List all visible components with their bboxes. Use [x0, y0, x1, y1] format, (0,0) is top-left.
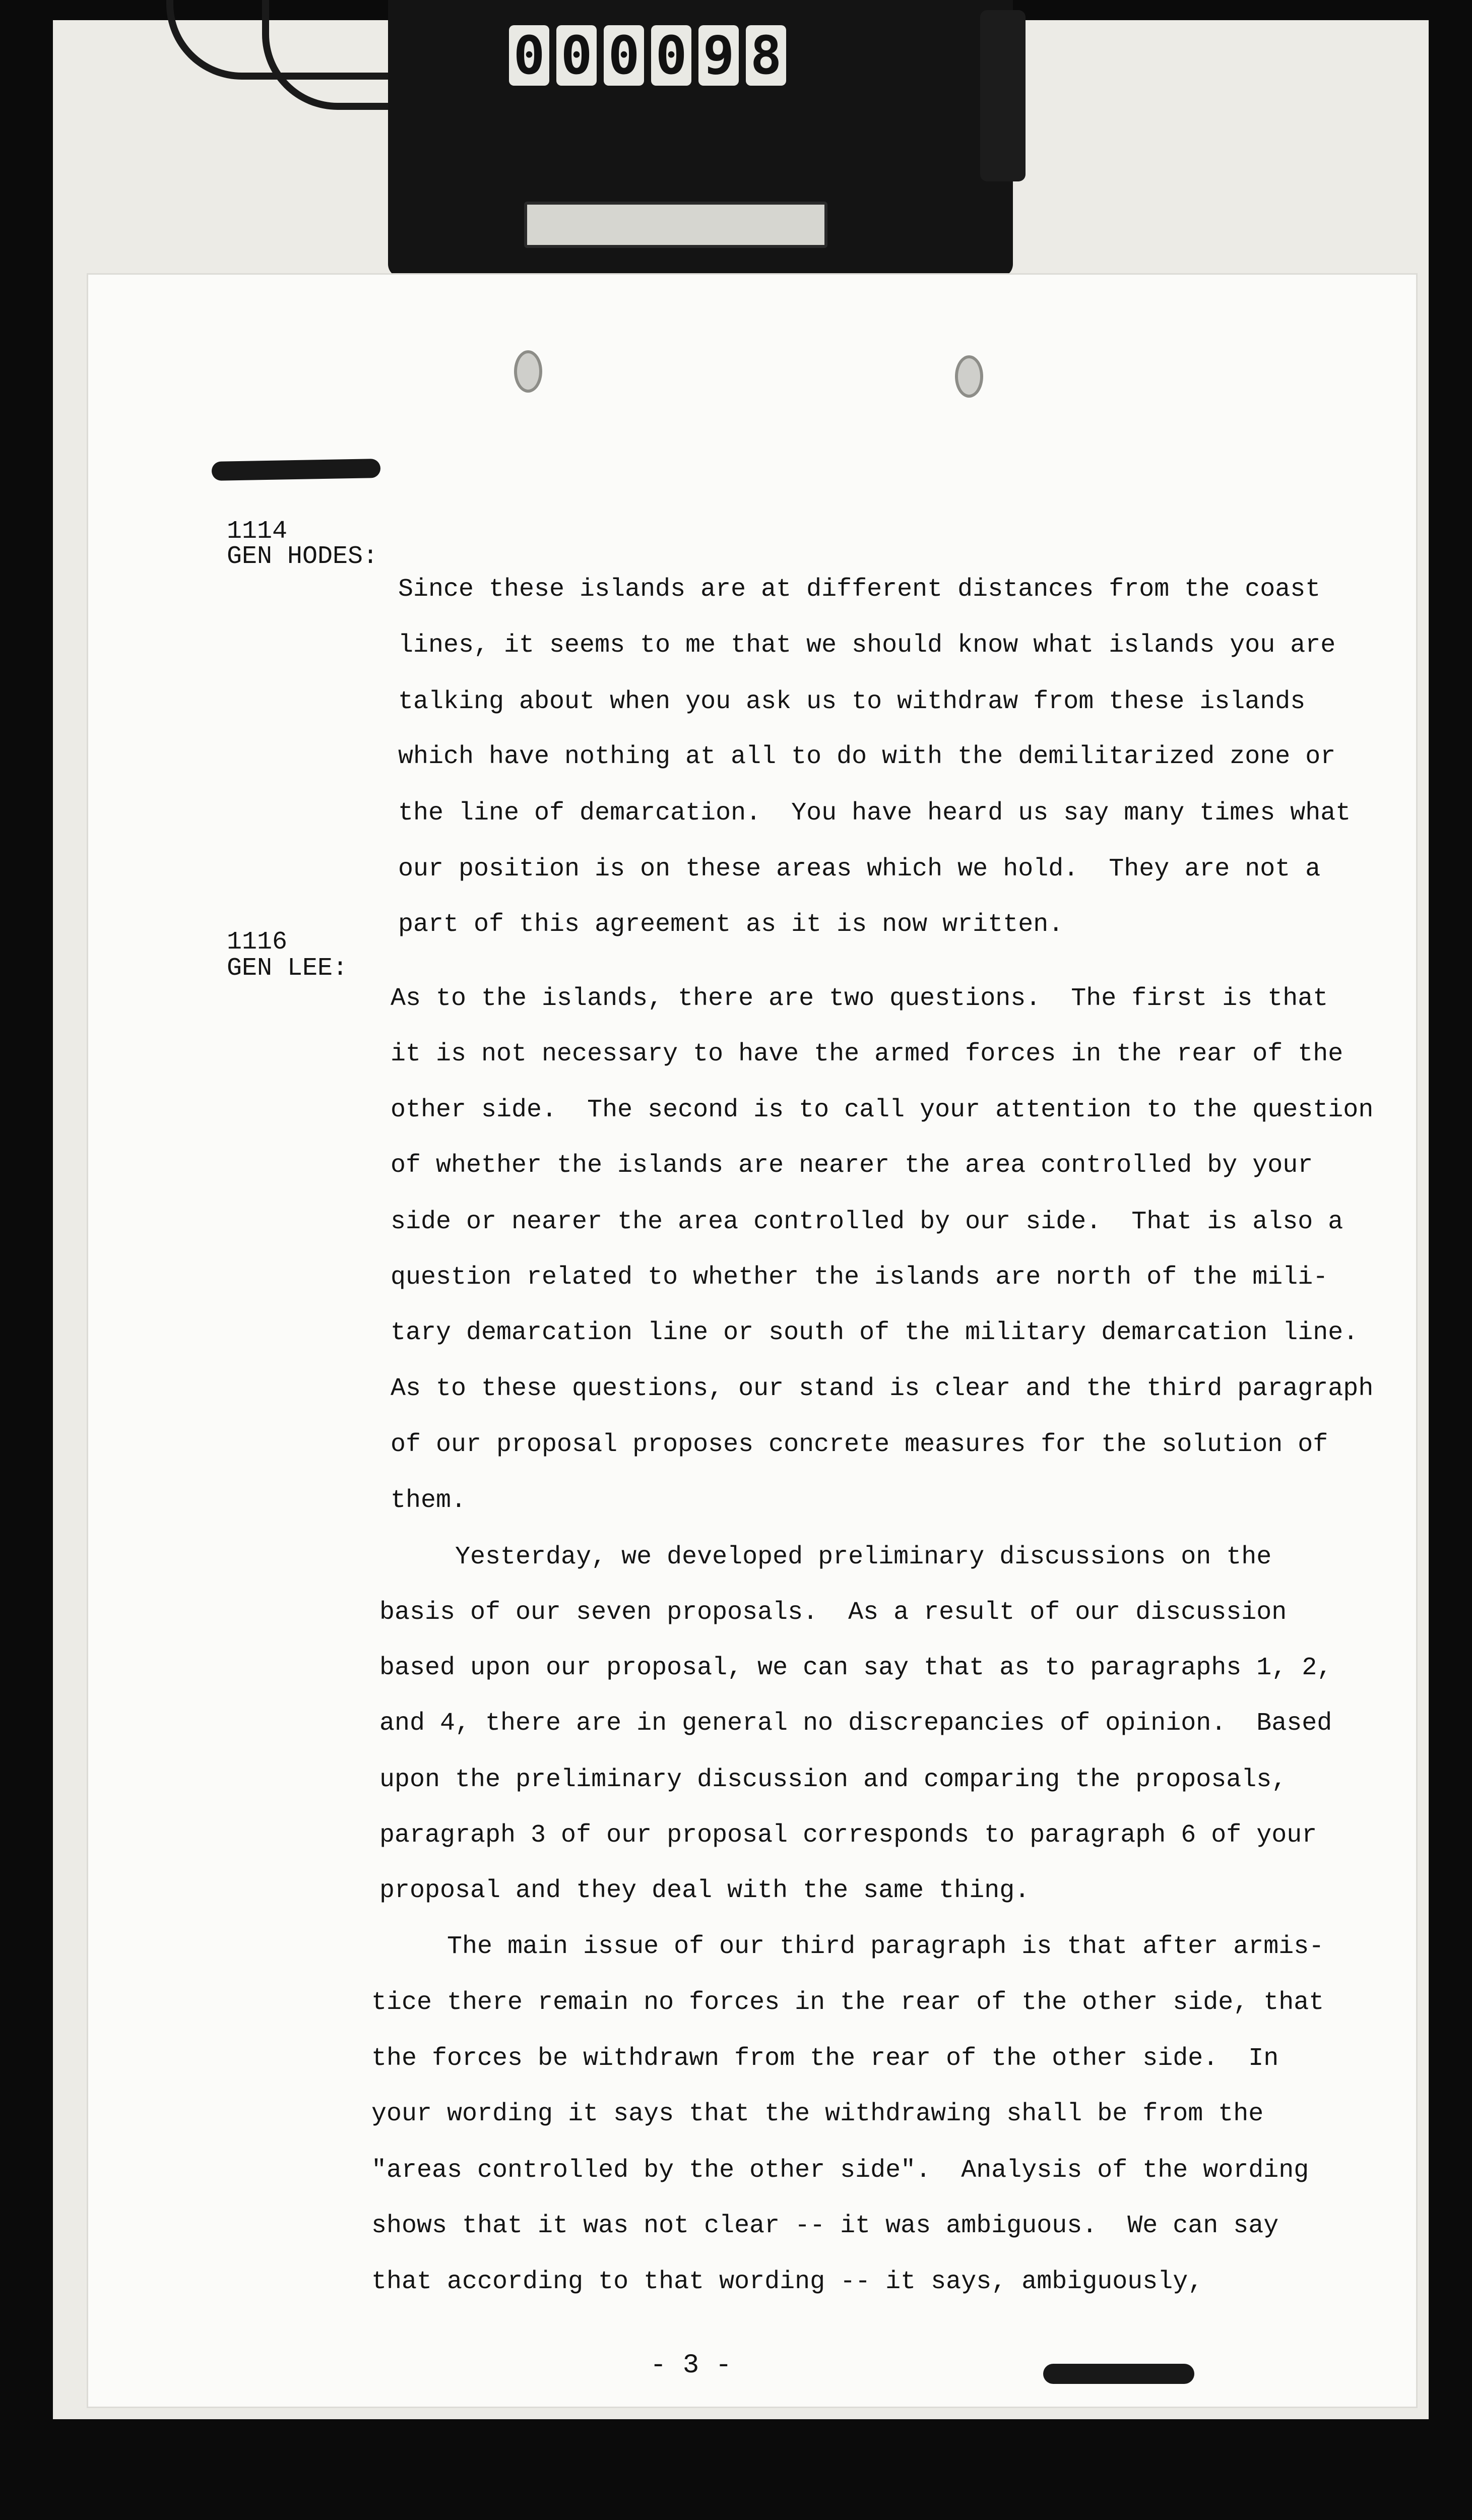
speaker-name: GEN HODES:	[227, 542, 378, 571]
transcript-line: our position is on these areas which we hold. They are not a	[398, 855, 1321, 884]
transcript-line: paragraph 3 of our proposal corresponds to paragraph 6 of your	[379, 1821, 1317, 1850]
page-number: - 3 -	[650, 2350, 732, 2381]
punch-hole-right	[955, 355, 983, 398]
counter-knob	[980, 10, 1026, 181]
transcript-line: of our proposal proposes concrete measures for the solution of	[391, 1430, 1328, 1459]
transcript-line: "areas controlled by the other side". Analysis of the wording	[371, 2156, 1309, 2185]
transcript-line: shows that it was not clear -- it was ambiguous. We can say	[371, 2212, 1279, 2240]
counter-digit: 0	[556, 25, 597, 86]
transcript-line: proposal and they deal with the same thing.	[379, 1876, 1030, 1905]
counter-slot	[524, 202, 827, 248]
transcript-line: of whether the islands are nearer the area controlled by your	[391, 1151, 1313, 1180]
speaker-name: GEN LEE:	[227, 954, 348, 983]
transcript-line: which have nothing at all to do with the demilitarized zone or	[398, 742, 1336, 771]
counter-digit: 0	[604, 25, 644, 86]
speaker-number: 1116	[227, 928, 288, 957]
counter-digit: 0	[509, 25, 549, 86]
transcript-line: lines, it seems to me that we should know what islands you are	[398, 631, 1336, 660]
counter-digit: 8	[746, 25, 786, 86]
transcript-line: your wording it says that the withdrawing shall be from the	[371, 2100, 1264, 2128]
transcript-line: The main issue of our third paragraph is that after armis-	[371, 1932, 1324, 1961]
counter-digit: 0	[651, 25, 691, 86]
transcript-line: it is not necessary to have the armed forces in the rear of the	[391, 1040, 1343, 1068]
transcript-line: part of this agreement as it is now written.	[398, 910, 1064, 939]
transcript-line: basis of our seven proposals. As a result of our discussion	[379, 1598, 1287, 1627]
transcript-line: As to the islands, there are two questions. The first is that	[391, 984, 1328, 1013]
transcript-line: the forces be withdrawn from the rear of the other side. In	[371, 2044, 1279, 2073]
transcript-line: other side. The second is to call your attention to the question	[391, 1096, 1374, 1124]
transcript-line: Yesterday, we developed preliminary discussions on the	[379, 1543, 1272, 1571]
transcript-line: and 4, there are in general no discrepancies of opinion. Based	[379, 1709, 1332, 1738]
redaction-mark-bottom	[1043, 2364, 1194, 2384]
counter-digit: 9	[698, 25, 739, 86]
transcript-line: tary demarcation line or south of the military demarcation line.	[391, 1318, 1359, 1347]
transcript-line: them.	[391, 1486, 467, 1515]
typed-page	[88, 275, 1416, 2407]
transcript-line: upon the preliminary discussion and comparing the proposals,	[379, 1766, 1287, 1794]
transcript-line: question related to whether the islands are north of the mili-	[391, 1263, 1328, 1292]
transcript-line: side or nearer the area controlled by our side. That is also a	[391, 1208, 1343, 1236]
transcript-line: tice there remain no forces in the rear of the other side, that	[371, 1988, 1324, 2017]
transcript-line: that according to that wording -- it says, ambiguously,	[371, 2267, 1203, 2296]
transcript-line: As to these questions, our stand is clear and the third paragraph	[391, 1374, 1374, 1403]
redaction-mark-top	[212, 459, 381, 481]
transcript-line: based upon our proposal, we can say that as to paragraphs 1, 2,	[379, 1654, 1332, 1682]
transcript-line: the line of demarcation. You have heard us say many times what	[398, 799, 1351, 828]
punch-hole-left	[514, 350, 542, 393]
speaker-number: 1114	[227, 517, 288, 546]
frame-counter-digits	[509, 25, 786, 86]
transcript-line: Since these islands are at different distances from the coast	[398, 575, 1321, 604]
transcript-line: talking about when you ask us to withdraw from these islands	[398, 687, 1306, 716]
